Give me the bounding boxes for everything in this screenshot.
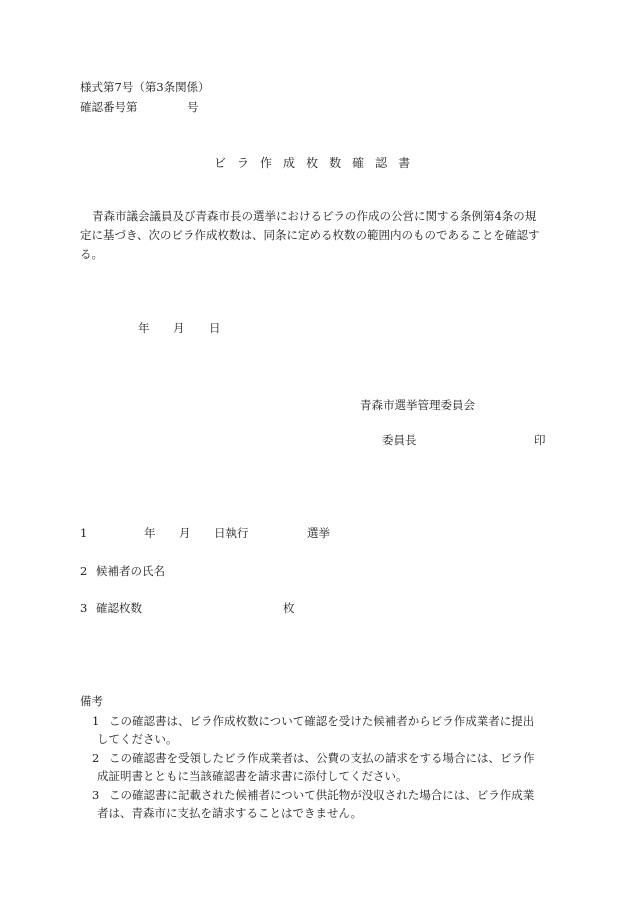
note-2-number: 2 [92,751,100,765]
item-1-number: 1 [80,526,88,540]
item-1-day: 日執行 [214,526,249,540]
date-year: 年 [138,321,150,335]
title-char: ラ [237,156,250,170]
confirmation-number-suffix: 号 [187,100,199,114]
note-2-line-2: 成証明書とともに当該確認書を請求書に添付してください。 [97,769,408,783]
issuer-role: 委員長 [382,433,417,447]
title-char: ビ [214,156,227,170]
item-3-unit: 枚 [283,601,295,615]
title-char: 確 [352,156,365,170]
seal-mark: 印 [534,433,546,447]
item-3-number: 3 [80,601,88,615]
title-char: 枚 [306,156,319,170]
date-day: 日 [209,321,221,335]
title-char: 認 [375,156,388,170]
form-label: 様式第7号（第3条関係） [80,80,210,94]
title-char: 成 [283,156,296,170]
note-2-line-1: この確認書を受領したビラ作成業者は、公費の支払の請求をする場合には、ビラ作 [109,751,535,765]
body-line-1: 青森市議会議員及び青森市長の選挙におけるビラの作成の公営に関する条例第4条の規 [92,209,537,223]
item-1-year: 年 [144,526,156,540]
title-char: 数 [329,156,342,170]
notes-heading: 備考 [80,694,103,708]
body-line-3: る。 [80,247,103,261]
item-2-number: 2 [80,564,88,578]
title-char: 作 [260,156,273,170]
note-3-line-1: この確認書に記載された候補者について供託物が没収された場合には、ビラ作成業 [109,788,535,802]
note-3-number: 3 [92,788,100,802]
item-1-month: 月 [179,526,191,540]
item-3-label: 確認枚数 [96,601,142,615]
confirmation-number-prefix: 確認番号第 [80,100,138,114]
note-1-number: 1 [92,714,100,728]
title-char: 書 [398,156,411,170]
issuer-organization: 青森市選挙管理委員会 [360,398,475,412]
note-1-line-2: してください。 [97,732,178,746]
date-month: 月 [173,321,185,335]
note-3-line-2: 者は、青森市に支払を請求することはできません。 [97,806,363,820]
note-1-line-1: この確認書は、ビラ作成枚数について確認を受けた候補者からビラ作成業者に提出 [109,714,535,728]
body-line-2: 定に基づき、次のビラ作成枚数は、同条に定める枚数の範囲内のものであることを確認す [80,228,540,242]
item-2-label: 候補者の氏名 [96,564,165,578]
item-1-election: 選挙 [307,526,330,540]
document-title [214,157,421,169]
